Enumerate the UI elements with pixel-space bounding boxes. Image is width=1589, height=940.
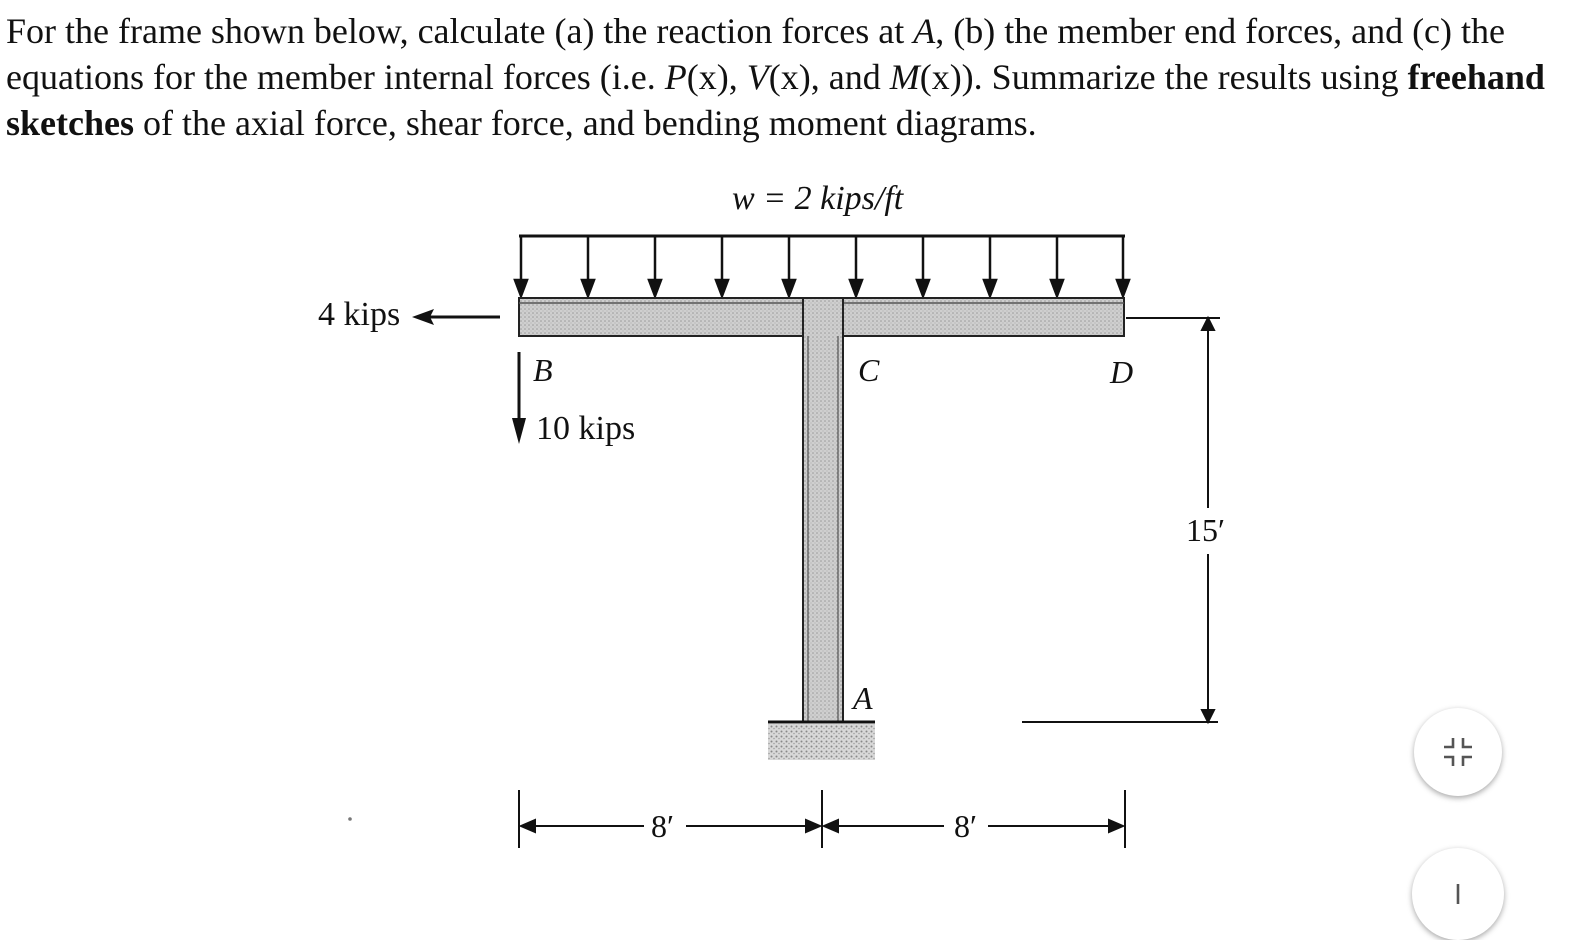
distributed-load-label: w = 2 kips/ft — [732, 180, 904, 217]
problem-statement: For the frame shown below, calculate (a) the reaction forces at A, (b) the member end forces, and (c) the equations for the member internal forces (i.e. P(x), V(x), and M(x)). Summarize the results using freehand sketches of the axial force, shear force, and bending moment diagrams. — [6, 11, 1545, 143]
node-b-label: B — [533, 352, 553, 388]
collapse-icon — [1441, 735, 1475, 769]
node-a-label: A — [853, 680, 873, 716]
height-dimension-label: 15′ — [1186, 512, 1225, 548]
span-dimension — [519, 790, 1125, 848]
column-ca — [803, 298, 843, 722]
fixed-support-a — [768, 722, 875, 760]
vertical-load-label: 10 kips — [536, 410, 636, 447]
node-c-label: C — [858, 352, 880, 388]
left-span-label: 8′ — [651, 808, 674, 844]
collapse-button[interactable] — [1414, 708, 1502, 796]
right-span-label: 8′ — [954, 808, 977, 844]
horizontal-load-label: 4 kips — [318, 296, 401, 333]
stray-dot — [348, 817, 352, 821]
node-d-label: D — [1110, 354, 1134, 390]
vertical-load-arrow — [512, 352, 526, 444]
horizontal-load-arrow — [412, 309, 500, 325]
partial-button[interactable] — [1412, 848, 1504, 940]
distributed-load — [515, 236, 1129, 296]
